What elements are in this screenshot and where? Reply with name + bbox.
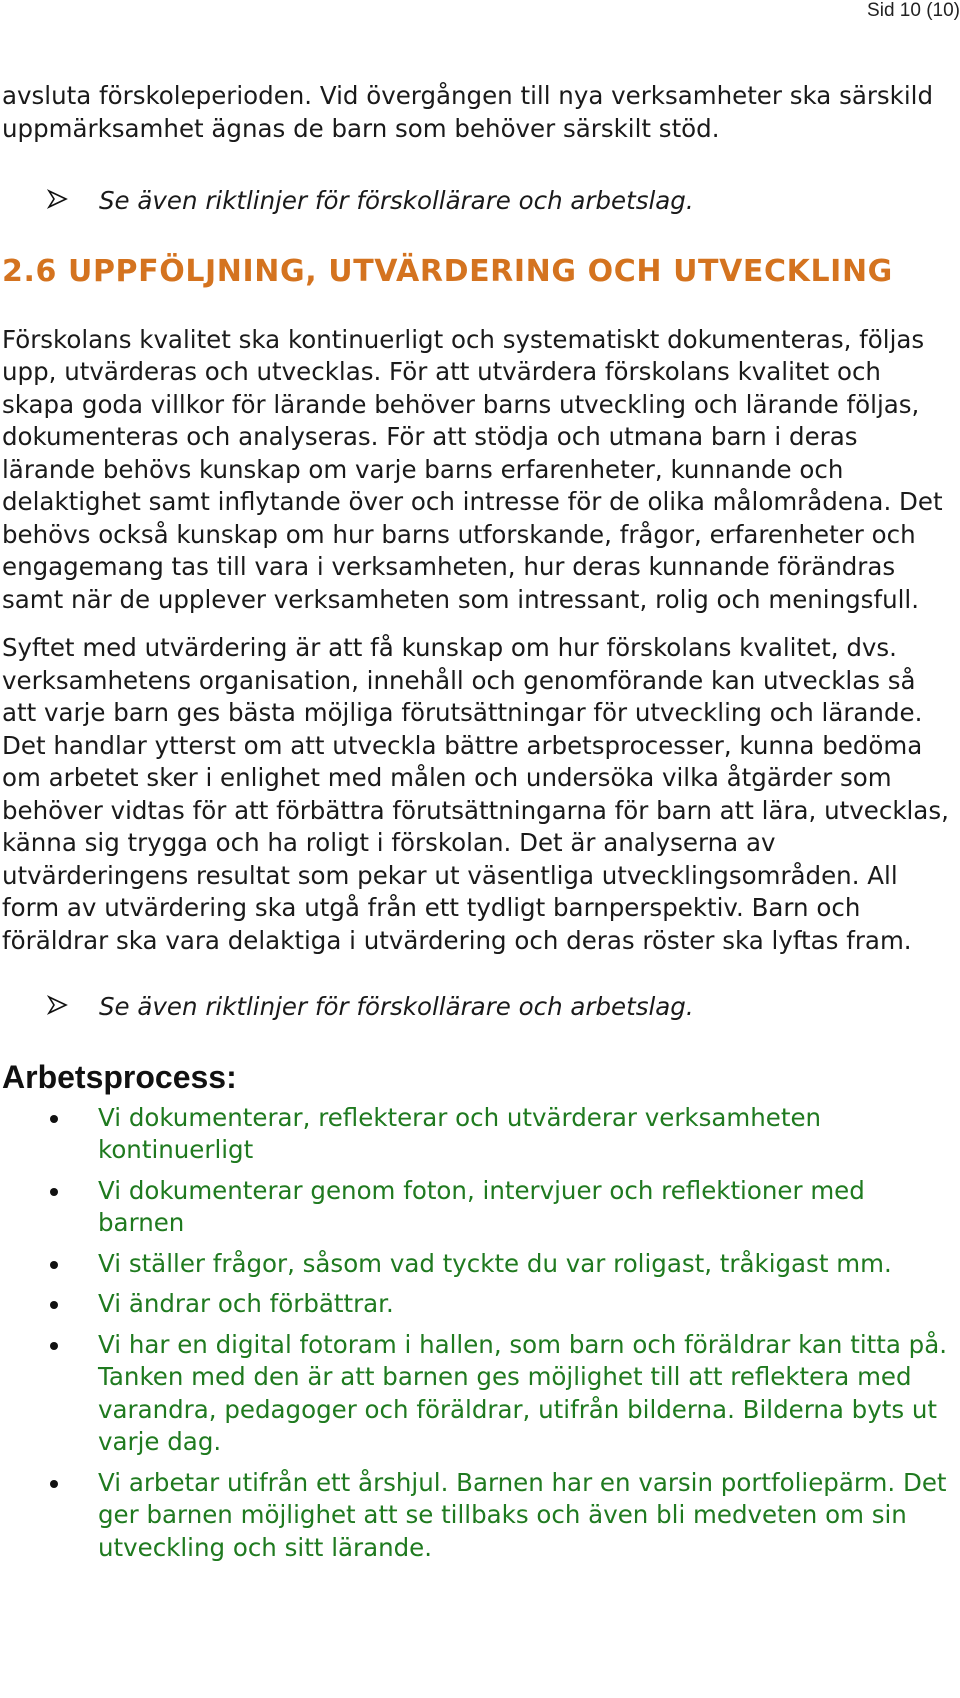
list-item: [2, 1175, 954, 1240]
list-item-text: Vi har en digital fotoram i hallen, som barn och föräldrar kan titta på. Tanken med den är att barnen ges möjlighet till att reflektera med varandra, pedagoger och föräldrar, utifrån bilderna. Bilderna byts ut varje dag.: [98, 1329, 947, 1456]
see-also-line: [47, 185, 954, 220]
bullet-dot-icon: [50, 1342, 58, 1350]
bullet-dot-icon: [50, 1188, 58, 1196]
list-item: [2, 1467, 954, 1565]
list-item-text: Vi dokumenterar genom foton, intervjuer och reflektioner med barnen: [98, 1175, 865, 1237]
bullet-dot-icon: [50, 1480, 58, 1488]
list-item: [2, 1248, 954, 1281]
list-item-text: Vi dokumenterar, reflekterar och utvärderar verksamheten kontinuerligt: [98, 1102, 822, 1164]
list-item-text: Vi arbetar utifrån ett årshjul. Barnen har en varsin portfoliepärm. Det ger barnen möjlighet att se tillbaks och även bli medveten om sin utveckling och sitt lärande.: [98, 1467, 947, 1562]
page-number: Sid 10 (10): [867, 0, 960, 21]
subheading-work-process: Arbetsprocess:: [2, 1058, 237, 1095]
section-heading: 2.6 UPPFÖLJNING, UTVÄRDERING OCH UTVECKLING: [2, 253, 893, 289]
bullet-dot-icon: [50, 1261, 58, 1269]
list-item-text: Vi ändrar och förbättrar.: [98, 1289, 394, 1318]
list-item: [2, 1102, 954, 1167]
arrowhead-right-icon: [47, 993, 99, 1026]
list-item: [2, 1288, 954, 1321]
bullet-dot-icon: [50, 1301, 58, 1309]
intro-paragraph: avsluta förskoleperioden. Vid övergången till nya verksamheter ska särskild uppmärksamhet ägnas de barn som behöver särskilt stöd.: [2, 81, 934, 143]
see-also-line: [47, 991, 954, 1026]
paragraph-purpose: Syftet med utvärdering är att få kunskap om hur förskolans kvalitet, dvs. verksamhetens organisation, innehåll och genomförande kan utvecklas så att varje barn ges bästa möjliga förutsättningar för utveckling och lärande. Det handlar ytterst om att utveckla bättre arbetsprocesser, kunna bedöma om arbetet sker i enlighet med målen och undersöka vilka åtgärder som behöver vidtas för att förbättra förutsättningarna för barn att lära, utvecklas, känna sig trygga och ha roligt i förskolan. Det är analyserna av utvärderingens resultat som pekar ut väsentliga utvecklingsområden. All form av utvärdering ska utgå från ett tydligt barnperspektiv. Barn och föräldrar ska vara delaktiga i utvärdering och deras röster ska lyftas fram.: [2, 633, 949, 955]
paragraph-evaluation: Förskolans kvalitet ska kontinuerligt och systematiskt dokumenteras, följas upp, utvärderas och utvecklas. För att utvärdera förskolans kvalitet och skapa goda villkor för lärande behöver barns utveckling och lärande följas, dokumenteras och analyseras. För att stödja och utmana barn i deras lärande behövs kunskap om varje barns erfarenheter, kunnande och delaktighet samt inflytande över och intresse för de olika målområdena. Det behövs också kunskap om hur barns utforskande, frågor, erfarenheter och engagemang tas till vara i verksamheten, hur deras kunnande förändras samt när de upplever verksamheten som intressant, rolig och meningsfull.: [2, 324, 943, 614]
see-also-text: Se även riktlinjer för förskollärare och arbetslag.: [99, 186, 694, 215]
bullet-dot-icon: [50, 1115, 58, 1123]
list-item: [2, 1329, 954, 1459]
work-process-list: [2, 1102, 954, 1565]
list-item-text: Vi ställer frågor, såsom vad tyckte du var roligast, tråkigast mm.: [98, 1248, 892, 1278]
see-also-text: Se även riktlinjer för förskollärare och arbetslag.: [99, 992, 694, 1021]
document-body: [2, 80, 954, 1572]
arrowhead-right-icon: [47, 187, 99, 220]
